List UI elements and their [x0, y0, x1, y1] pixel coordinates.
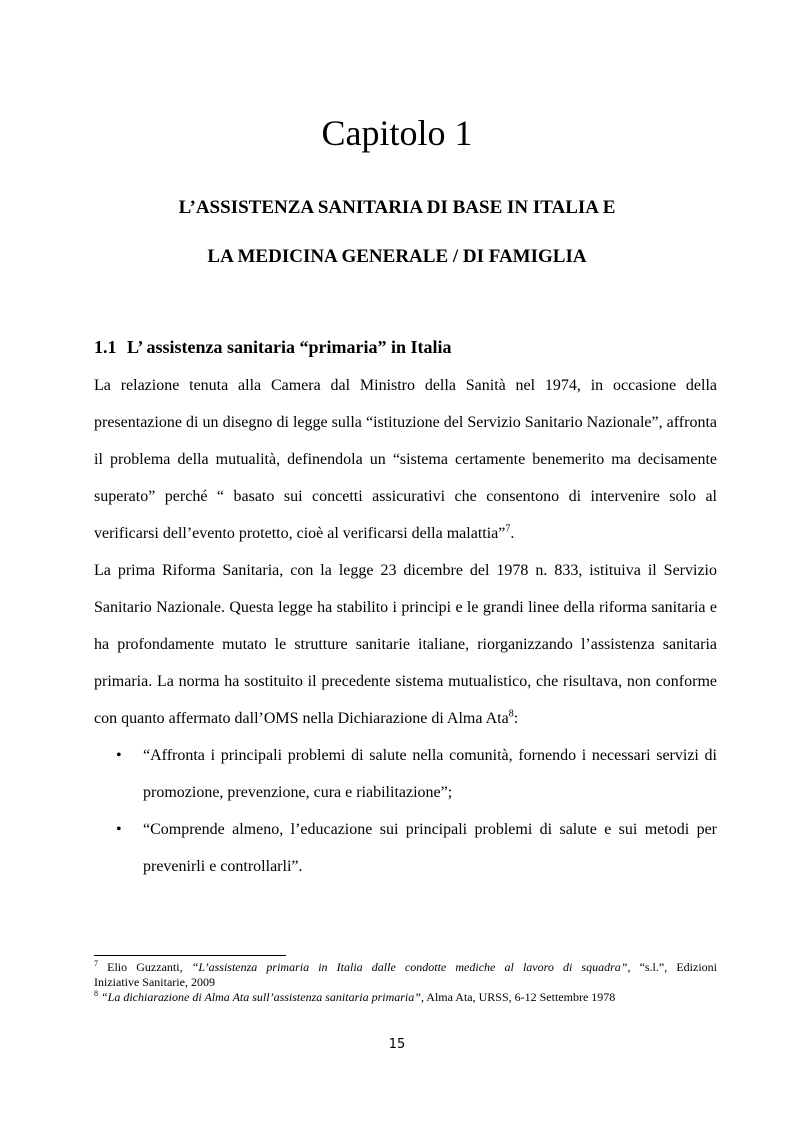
paragraph-line-text: con quanto affermato dall’OMS nella Dichiarazione di Alma Ata — [94, 710, 509, 727]
footnote-author: Elio Guzzanti, — [107, 960, 192, 974]
footnote-7-continued: Iniziative Sanitarie, 2009 — [94, 975, 215, 989]
chapter-title-line-2: LA MEDICINA GENERALE / DI FAMIGLIA — [207, 246, 587, 267]
paragraph-line: La relazione tenuta alla Camera dal Ministro della Sanità nel 1974, in occasione della — [94, 377, 717, 394]
bullet-line: “Comprende almeno, l’educazione sui principali problemi di salute e sui metodi per — [143, 821, 717, 838]
footnote-7 — [94, 960, 717, 975]
section-title: L’ assistenza sanitaria “primaria” in Italia — [127, 337, 452, 357]
bullet-icon: • — [116, 747, 122, 764]
paragraph-line: La prima Riforma Sanitaria, con la legge 23 dicembre del 1978 n. 833, istituiva il Servizio — [94, 562, 717, 579]
paragraph-line: superato” perché “ basato sui concetti assicurativi che consentono di intervenire solo al — [94, 488, 717, 505]
bullet-list — [94, 737, 717, 885]
footnote-ref-7: 7 — [505, 523, 511, 535]
bullet-item — [94, 811, 717, 885]
paragraph-line — [94, 700, 717, 737]
footnote-source: , Alma Ata, URSS, 6-12 Settembre 1978 — [420, 990, 616, 1004]
paragraph-end: . — [510, 525, 515, 542]
bullet-line: prevenirli e controllarli”. — [143, 858, 303, 875]
footnote-divider — [94, 955, 286, 956]
paragraph-line: ha profondamente mutato le strutture sanitarie italiane, riorganizzando l’assistenza sanitaria — [94, 636, 717, 653]
paragraph-end: : — [513, 710, 519, 727]
bullet-line: “Affronta i principali problemi di salute nella comunità, fornendo i necessari servizi di — [143, 747, 717, 764]
section-number: 1.1 — [94, 337, 117, 357]
paragraph-line: primaria. La norma ha sostituito il precedente sistema mutualistico, che risultava, non conforme — [94, 673, 717, 690]
bullet-item — [94, 737, 717, 811]
bullet-icon: • — [116, 821, 122, 838]
footnote-8 — [94, 990, 717, 1005]
footnote-number: 7 — [94, 959, 98, 968]
footnote-source: , “s.l.”, Edizioni — [627, 960, 718, 974]
paragraph-line: presentazione di un disegno di legge sulla “istituzione del Servizio Sanitario Nazionale”, affronta — [94, 414, 717, 431]
chapter-title-line-1: L’ASSISTENZA SANITARIA DI BASE IN ITALIA E — [178, 197, 616, 218]
footnote-ref-8: 8 — [508, 708, 514, 720]
footnote-title: “La dichiarazione di Alma Ata sull’assistenza sanitaria primaria” — [101, 990, 421, 1004]
paragraph-line — [94, 515, 717, 552]
section-heading — [94, 335, 452, 359]
footnote-title: “L’assistenza primaria in Italia dalle condotte mediche al lavoro di squadra” — [191, 960, 628, 974]
paragraph-line: il problema della mutualità, definendola un “sistema certamente benemerito ma decisamente — [94, 451, 717, 468]
paragraph-2 — [94, 552, 717, 737]
page-number: 15 — [388, 1037, 406, 1052]
footnotes — [94, 960, 717, 1005]
bullet-line: promozione, prevenzione, cura e riabilitazione”; — [143, 784, 453, 801]
paragraph-line: Sanitario Nazionale. Questa legge ha stabilito i principi e le grandi linee della riforma sanitaria e — [94, 599, 717, 616]
footnote-number: 8 — [94, 989, 98, 998]
paragraph-1 — [94, 367, 717, 552]
paragraph-line-text: verificarsi dell’evento protetto, cioè al verificarsi della malattia” — [94, 525, 506, 542]
chapter-heading: Capitolo 1 — [321, 113, 473, 153]
